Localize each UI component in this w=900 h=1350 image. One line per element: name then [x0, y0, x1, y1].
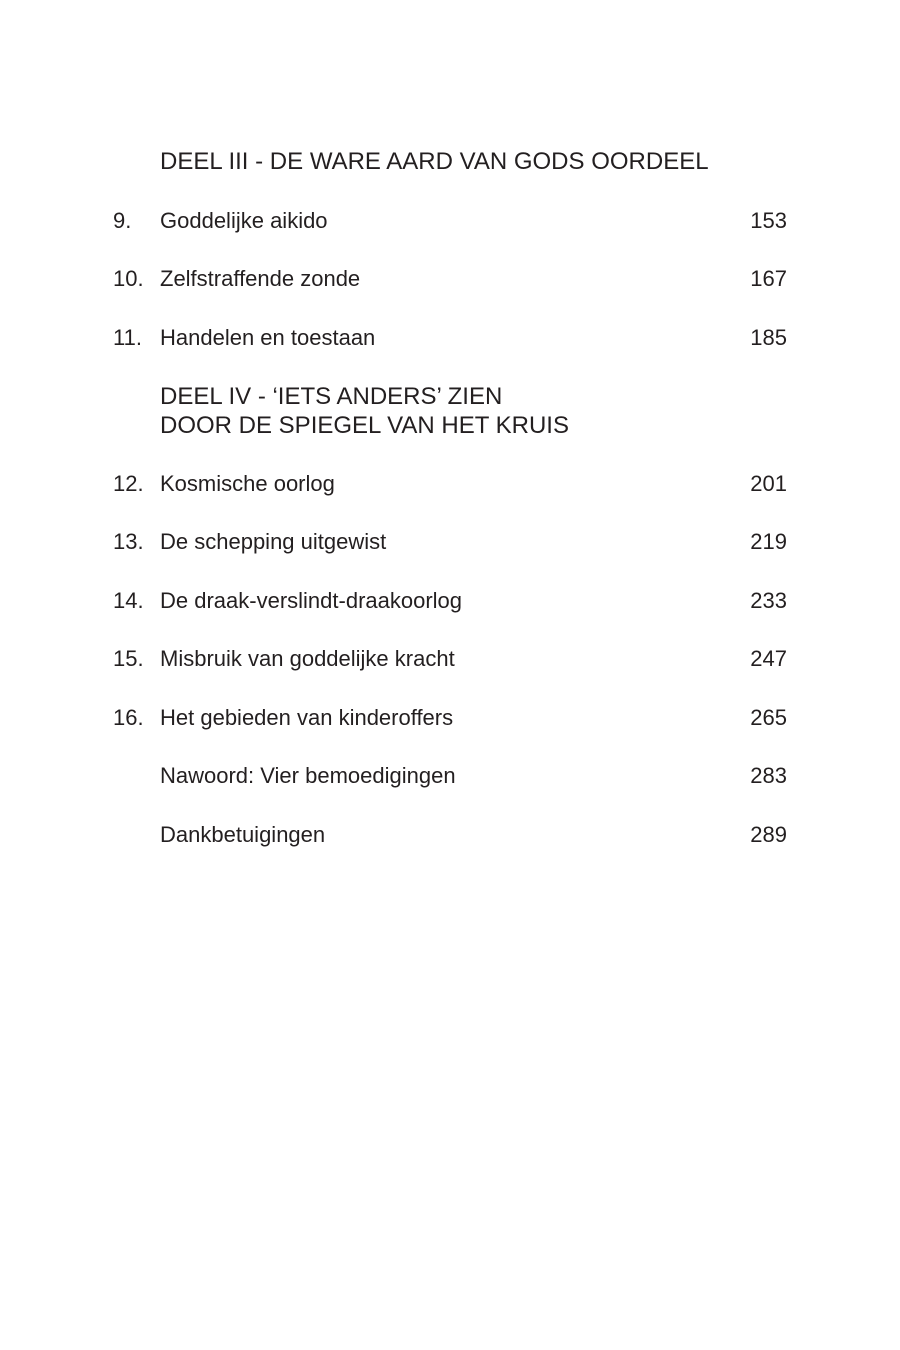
chapter-title: Zelfstraffende zonde: [160, 266, 361, 291]
chapter-title: Goddelijke aikido: [160, 207, 328, 233]
part-heading-line: DOOR DE SPIEGEL VAN HET KRUIS: [160, 411, 569, 439]
chapter-number: 12.: [113, 470, 144, 496]
table-of-contents: [0, 133, 900, 864]
chapter-title: Dankbetuigingen: [160, 821, 326, 847]
chapter-number: 10.: [113, 266, 144, 291]
page-number: 153: [750, 207, 787, 233]
chapter-title: Handelen en toestaan: [160, 324, 376, 350]
chapter-title: Kosmische oorlog: [160, 470, 335, 496]
toc-entry[interactable]: [0, 250, 900, 309]
page-number: 233: [750, 587, 787, 613]
toc-entry[interactable]: [0, 192, 900, 251]
chapter-number: 9.: [113, 207, 132, 233]
page-number: 283: [750, 763, 787, 788]
toc-entry[interactable]: [0, 455, 900, 514]
toc-entry[interactable]: [0, 309, 900, 368]
page-number: 265: [750, 704, 787, 730]
chapter-number: 11.: [113, 324, 142, 350]
page-number: 219: [750, 529, 787, 554]
chapter-number: 16.: [113, 704, 144, 730]
toc-entry[interactable]: [0, 630, 900, 689]
toc-entry[interactable]: [0, 747, 900, 806]
chapter-number: 15.: [113, 646, 144, 671]
page-number: 247: [750, 646, 787, 671]
chapter-title: Misbruik van goddelijke kracht: [160, 646, 455, 671]
page-number: 185: [750, 324, 787, 350]
chapter-title: De schepping uitgewist: [160, 529, 387, 554]
toc-entry[interactable]: [0, 806, 900, 865]
chapter-number: 13.: [113, 529, 144, 554]
part-heading: [0, 367, 900, 455]
toc-entry[interactable]: [0, 572, 900, 631]
chapter-number: 14.: [113, 587, 144, 613]
page-number: 289: [750, 821, 787, 847]
chapter-title: Het gebieden van kinderoffers: [160, 704, 454, 730]
toc-entry[interactable]: [0, 689, 900, 748]
page-number: 201: [750, 470, 787, 496]
part-heading-line: DEEL III - DE WARE AARD VAN GODS OORDEEL: [160, 148, 709, 175]
chapter-title: De draak-verslindt-draakoorlog: [160, 587, 463, 613]
part-heading-line: DEEL IV - ‘IETS ANDERS’ ZIEN: [160, 382, 503, 410]
page-number: 167: [750, 266, 787, 291]
toc-entry[interactable]: [0, 513, 900, 572]
chapter-title: Nawoord: Vier bemoedigingen: [160, 763, 456, 788]
part-heading: [0, 133, 900, 192]
